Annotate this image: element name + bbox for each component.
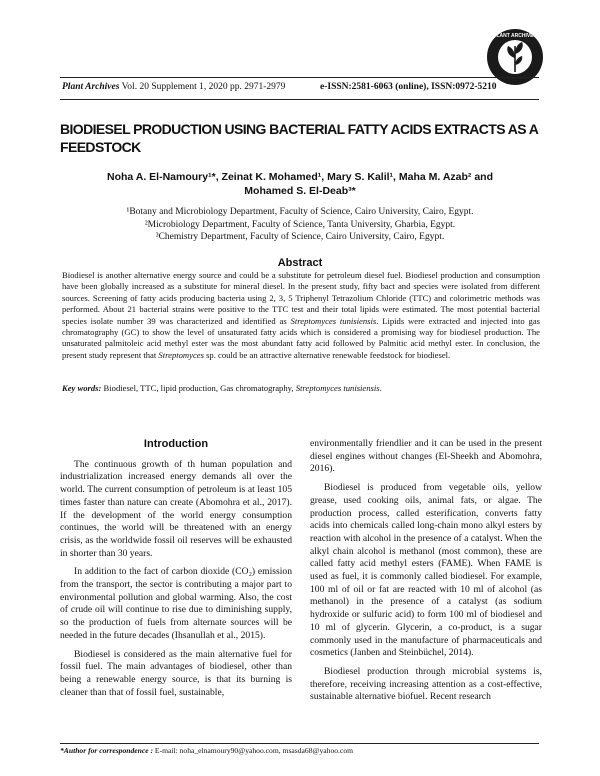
intro-paragraph-3: Biodiesel is considered as the main alternative fuel for fossil fuel. The main advantages of biodiesel, other than being a renewable energy source, is that its burning is cleaner than that of fossil fuel, sustainable, [60,648,292,698]
header-rule-top [60,77,539,78]
abstract-body: Biodiesel is another alternative energy source and could be a substitute for petroleum diesel fuel. Biodiesel production and consumption have been globally increased as a substitute for mineral diesel. In the present study, fifty bact and species were isolated from different sources. Screening of fatty acids producing bacteria using 2, 3, 5 Triphenyl Tetrazolium Chloride (TTC) and colorimetric methods was performed. About 21 bacterial strains were positive to the TTC test and their total lipids were estimated. The most potential bacterial species isolate number 39 was characterized and identified as Streptomyces tunisiensis. Lipids were extracted and injected into gas chromatography (GC) to show the level of unsaturated fatty acids which is considered a promising way for biodiesel production. The unsaturated palmitoleic acid methyl ester was the most abundant fatty acid followed by Palmitic acid methyl ester. In conclusion, the present study represent that Streptomyces sp. could be an attractive alternative renewable feedstock for biodiesel. [62,270,540,360]
column-right [310,438,542,710]
journal-reference [62,82,285,92]
intro-paragraph-3-continued: environmentally friendlier and it can be used in the present diesel engines without changes (El-Sheekh and Abomohra, 2016). [310,438,542,475]
issn: e-ISSN:2581-6063 (online), ISSN:0972-5210 [320,82,497,92]
column-left [60,438,292,705]
header-rule-bottom [60,99,539,100]
correspondence-footnote [60,746,353,755]
paper-title: BIODIESEL PRODUCTION USING BACTERIAL FATTY ACIDS EXTRACTS AS A FEEDSTOCK [60,121,538,155]
affiliations [90,206,510,244]
author-list: Noha A. El-Namoury¹*, Zeinat K. Mohamed¹, Mary S. Kalil¹, Maha M. Azab² and Mohamed S. El-Deab³* [106,171,494,197]
keywords: Key words: Biodiesel, TTC, lipid production, Gas chromatography, Streptomyces tunisiensis. [62,383,382,393]
footnote-rule [60,743,539,744]
affiliation-2: ²Microbiology Department, Faculty of Science, Tanta University, Gharbia, Egypt. [144,219,456,230]
abstract-heading: Abstract [277,257,323,269]
journal-volume: Vol. 20 Supplement 1, 2020 pp. 2971-2979 [121,82,286,92]
footnote-label: *Author for correspondence : [60,746,154,755]
intro-paragraph-1: The continuous growth of th human population and industrialization increased energy demands all over the world. The current consumption of petroleum is at least 105 times faster than nature can create (Abomohra et al., 2017). If the development of the world energy consumption continues, the world will be threatened with an energy crisis, as the worldwide fossil oil reserves will be exhausted in shorter than 30 years. [60,458,292,559]
intro-paragraph-4: Biodiesel is produced from vegetable oils, yellow grease, used cooking oils, animal fats, or algae. The production process, called esterification, converts fatty acids into chemicals called long-chain mono alkyl esters by reaction with alcohol in the presence of a catalyst. When the alkyl chain alcohol is methanol (most common), these are called fatty acid methyl esters (FAME). When FAME is used as fuel, it is commonly called biodiesel. For example, 100 ml of oil or fat are reacted with 10 ml of alcohol (as methanol) in the presence of a catalyst (as sodium hydroxide or sulfuric acid) to form 100 ml of biodiesel and 10 ml of glycerin. Glycerin, a co-product, is a sugar commonly used in the manufacture of pharmaceuticals and cosmetics (Janben and Steinbüchel, 2014). [310,482,542,659]
keywords-label: Key words: [62,383,102,393]
intro-paragraph-2: In addition to the fact of carbon dioxide (CO₂) emission from the transport, the sector is contributing a major part to environmental pollution and global warming. Also, the cost of crude oil will continue to rise due to diminishing supply, so the production of fuels from alternate sources will be needed in the future decades (Ihsanullah et al., 2015). [60,566,292,641]
introduction-heading: Introduction [143,438,209,450]
svg-text:PLANT ARCHIVES: PLANT ARCHIVES [493,33,537,39]
footnote-email: E-mail: noha_elnamoury90@yahoo.com, msasda68@yahoo.com [153,746,354,755]
affiliation-1: ¹Botany and Microbiology Department, Faculty of Science, Cairo University, Cairo, Egypt. [126,207,474,217]
intro-paragraph-5: Biodiesel production through microbial systems is, therefore, receiving increasing attention as a cost-effective, sustainable alternative biofuel. Recent research [310,665,542,703]
affiliation-3: ³Chemistry Department, Faculty of Science, Cairo University, Cairo, Egypt. [155,232,445,242]
journal-name: Plant Archives [62,82,120,92]
